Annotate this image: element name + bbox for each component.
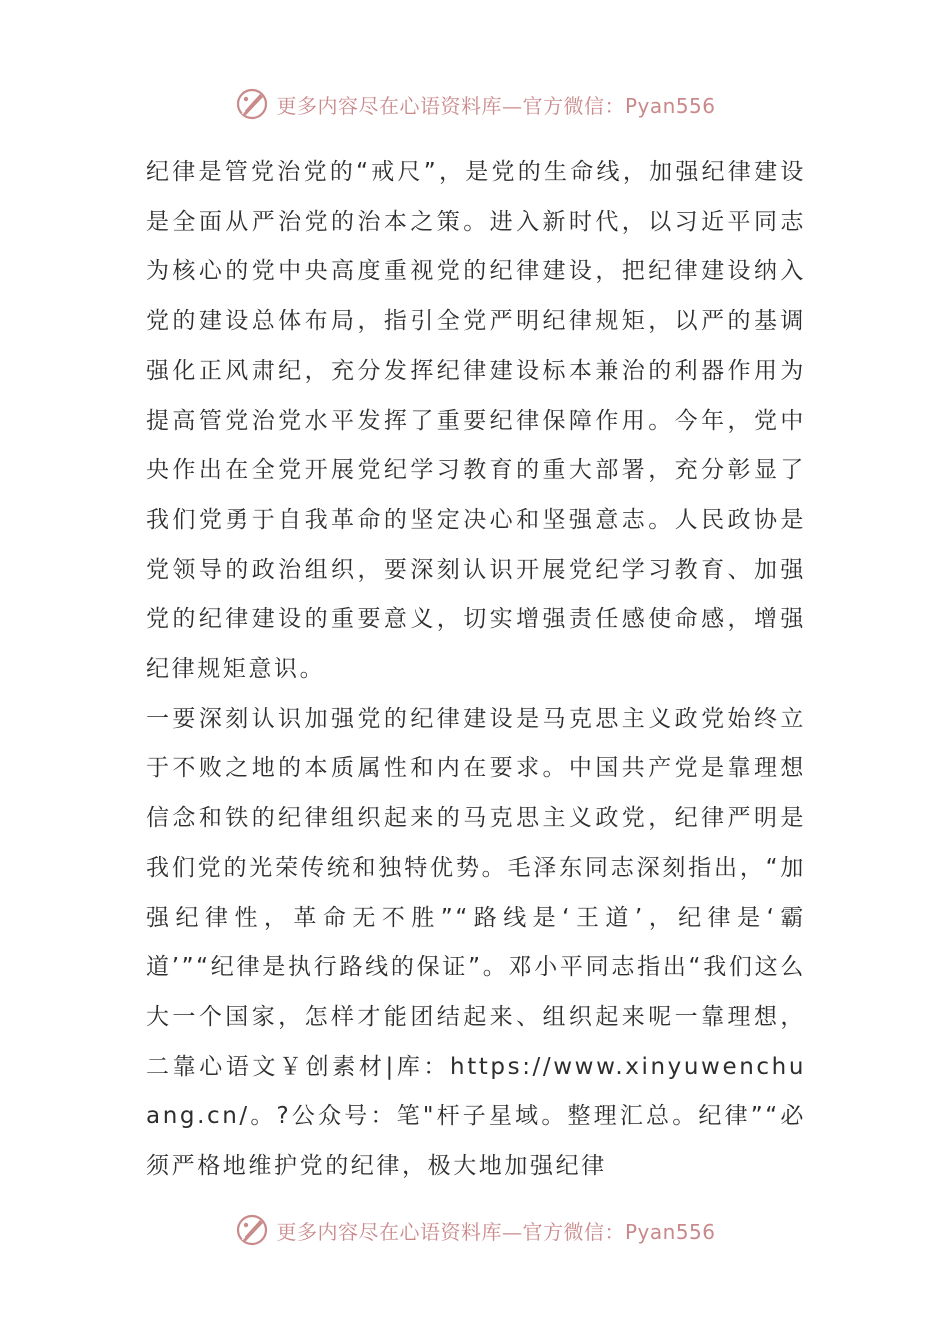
body-paragraph-2: 一要深刻认识加强党的纪律建设是马克思主义政党始终立于不败之地的本质属性和内在要求。中国共产党是靠理想信念和铁的纪律组织起来的马克思主义政党，纪律严明是我们党的光荣传统和独特优势。毛泽东同志深刻指出，“加强纪律性，革命无不胜”“路线是‘王道’，纪律是‘霸道’”“纪律是执行路线的保证”。邓小平同志指出“我们这么大一个国家，怎样才能团结起来、组织起来呢一靠理想，二靠心语文￥创素材|库：https://www.xinyuwenchuang.cn/。?公众号：笔"杆子星域。整理汇总。纪律”“必须严格地维护党的纪律，极大地加强纪律 (146, 705, 806, 1180)
pen-quill-logo-icon (234, 86, 270, 122)
footer-wechat-label: 官方微信： (522, 1219, 625, 1244)
pen-quill-logo-icon (234, 1212, 270, 1248)
header-separator: — (501, 93, 523, 118)
header-wechat-id: Pyan556 (624, 93, 716, 118)
footer-separator: — (501, 1219, 523, 1244)
footer-library-text: 更多内容尽在心语资料库 (276, 1219, 502, 1244)
page-header-banner (0, 84, 950, 124)
page-footer-banner (0, 1210, 950, 1250)
header-wechat-label: 官方微信： (522, 93, 625, 118)
body-paragraph-1: 纪律是管党治党的“戒尺”，是党的生命线，加强纪律建设是全面从严治党的治本之策。进入新时代，以习近平同志为核心的党中央高度重视党的纪律建设，把纪律建设纳入党的建设总体布局，指引全党严明纪律规矩，以严的基调强化正风肃纪，充分发挥纪律建设标本兼治的利器作用为提高管党治党水平发挥了重要纪律保障作用。今年，党中央作出在全党开展党纪学习教育的重大部署，充分彰显了我们党勇于自我革命的坚定决心和坚强意志。人民政协是党领导的政治组织，要深刻认识开展党纪学习教育、加强党的纪律建设的重要意义，切实增强责任感使命感，增强纪律规矩意识。 (146, 159, 806, 683)
document-body (146, 148, 806, 1192)
footer-banner-text (276, 1216, 715, 1245)
footer-wechat-id: Pyan556 (624, 1219, 716, 1244)
header-library-text: 更多内容尽在心语资料库 (276, 93, 502, 118)
header-banner-text (276, 90, 715, 119)
